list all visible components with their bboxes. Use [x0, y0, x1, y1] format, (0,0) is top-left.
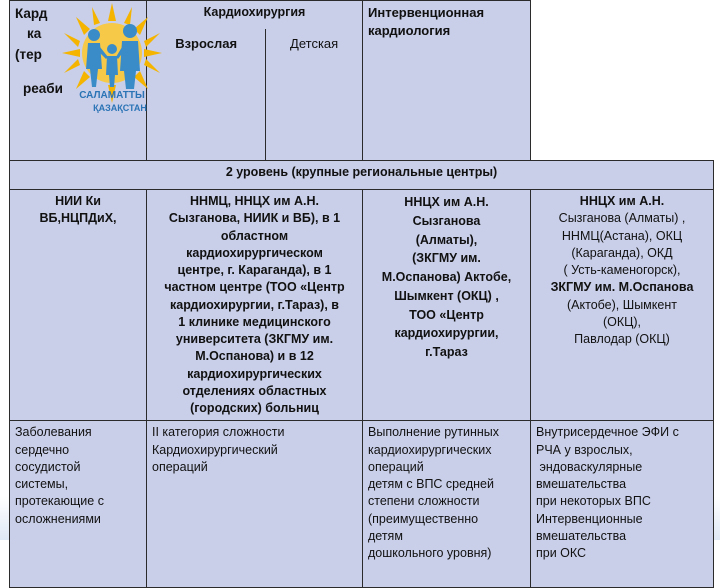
header-row	[10, 1, 714, 161]
header-col1-line: реаби	[23, 80, 63, 96]
centers-line: ННЦХ им А.Н.	[404, 195, 489, 209]
centers-line: ( Усть-каменогорск),	[563, 263, 681, 277]
centers-col2	[147, 190, 363, 421]
salamatty-kazakhstan-logo	[54, 1, 170, 119]
logo-text-line2: ҚАЗАҚСТАН	[93, 103, 147, 113]
centers-line: (городских) больниц	[190, 401, 319, 415]
desc-line: степени сложности	[368, 494, 480, 509]
desc-col4	[531, 421, 714, 588]
header-col2	[147, 1, 363, 161]
child-subheader: Детская	[266, 29, 362, 160]
cardio-table	[9, 0, 714, 588]
desc-line: II категория сложности	[152, 425, 285, 440]
centers-line: Сызганова, НИИК и ВБ), в 1	[168, 211, 341, 226]
header-col1-line: Кард	[15, 6, 48, 21]
desc-line: при некоторых ВПС	[536, 494, 651, 509]
centers-line: ННМЦ, ННЦХ им А.Н.	[190, 194, 319, 208]
centers-line: (ОКЦ),	[602, 314, 642, 329]
desc-line: сердечно	[15, 442, 70, 457]
centers-line: М.Оспанова) и в 12	[195, 349, 314, 364]
desc-line: операций	[152, 459, 208, 474]
desc-line: протекающие с	[15, 494, 104, 509]
level-title: 2 уровень (крупные региональные центры)	[10, 161, 714, 190]
centers-line: Сызганова (Алматы) ,	[558, 211, 686, 226]
centers-line: (Караганда), ОКД	[571, 245, 673, 260]
desc-line: Заболевания	[15, 425, 92, 440]
centers-line: ЗКГМУ им. М.Оспанова	[550, 280, 694, 295]
centers-line: ВБ,НЦПДиХ,	[39, 211, 117, 226]
desc-line: эндоваскулярные	[536, 459, 643, 474]
centers-line: Шымкент (ОКЦ) ,	[394, 288, 499, 303]
centers-line: (Алматы),	[415, 232, 478, 247]
desc-line: операций	[368, 459, 424, 474]
desc-line: Интервенционные	[536, 511, 643, 526]
centers-line: 1 клинике медицинского	[178, 314, 331, 329]
centers-line: кардиохирургии,	[394, 326, 499, 341]
centers-line: НИИ Ки	[55, 194, 101, 208]
header-col1-line: ка	[27, 26, 42, 42]
desc-line: (преимущественно	[368, 511, 479, 526]
desc-line: РЧА у взрослых,	[536, 442, 633, 457]
desc-line: вмешательства	[536, 528, 627, 543]
desc-col2	[147, 421, 363, 588]
desc-line: при ОКС	[536, 546, 587, 560]
desc-line: системы,	[15, 477, 69, 491]
centers-line: кардиохирургии, г.Тараз), в	[170, 297, 339, 312]
desc-col3	[363, 421, 531, 588]
cardiosurgery-subtable	[147, 1, 362, 160]
centers-line: М.Оспанова) Актобе,	[381, 270, 512, 284]
centers-line: Павлодар (ОКЦ)	[574, 332, 670, 346]
header-col1	[10, 1, 147, 161]
centers-row	[10, 190, 714, 421]
centers-line: кардиохирургическом	[186, 245, 323, 260]
centers-line: ТОО «Центр	[409, 307, 484, 322]
centers-line: университета (ЗКГМУ им.	[175, 332, 334, 346]
desc-line: сосудистой	[15, 459, 81, 474]
header-col1-line: (тер	[15, 46, 42, 62]
centers-line: (ЗКГМУ им.	[412, 251, 481, 266]
centers-col3	[363, 190, 531, 421]
centers-line: центре, г. Караганда), в 1	[177, 263, 332, 277]
desc-line: детям	[368, 528, 403, 543]
centers-line: ННМЦ(Астана), ОКЦ	[561, 228, 683, 243]
centers-line: частном центре (ТОО «Центр	[164, 280, 345, 295]
centers-line: г.Тараз	[425, 345, 468, 359]
desc-col1	[10, 421, 147, 588]
logo-text-line1: САЛАМАТТЫ	[79, 90, 145, 101]
desc-line: Кардиохирургический	[152, 442, 278, 457]
centers-line: отделениях областных	[182, 383, 327, 398]
centers-line: кардиохирургических	[187, 366, 322, 381]
centers-line: (Актобе), Шымкент	[567, 297, 677, 312]
desc-line: Внутрисердечное ЭФИ с	[536, 425, 679, 440]
desc-line: вмешательства	[536, 477, 627, 491]
desc-line: дошкольного уровня)	[368, 546, 492, 560]
header-col3	[363, 1, 531, 161]
desc-line: кардиохирургических	[368, 442, 492, 457]
desc-line: осложнениями	[15, 511, 101, 526]
desc-line: Выполнение рутинных	[368, 425, 500, 440]
adult-subheader: Взрослая	[147, 29, 266, 160]
description-row	[10, 421, 714, 588]
centers-line: областном	[220, 228, 289, 243]
cardiosurgery-title: Кардиохирургия	[147, 1, 362, 29]
level-row	[10, 161, 714, 190]
centers-col1	[10, 190, 147, 421]
intervention-cardiology-title: Интервенционная кардиология	[368, 5, 485, 39]
desc-line: детям с ВПС средней	[368, 477, 494, 491]
centers-line: ННЦХ им А.Н.	[579, 194, 665, 208]
centers-line: Сызганова	[412, 213, 481, 228]
centers-col4	[531, 190, 714, 421]
